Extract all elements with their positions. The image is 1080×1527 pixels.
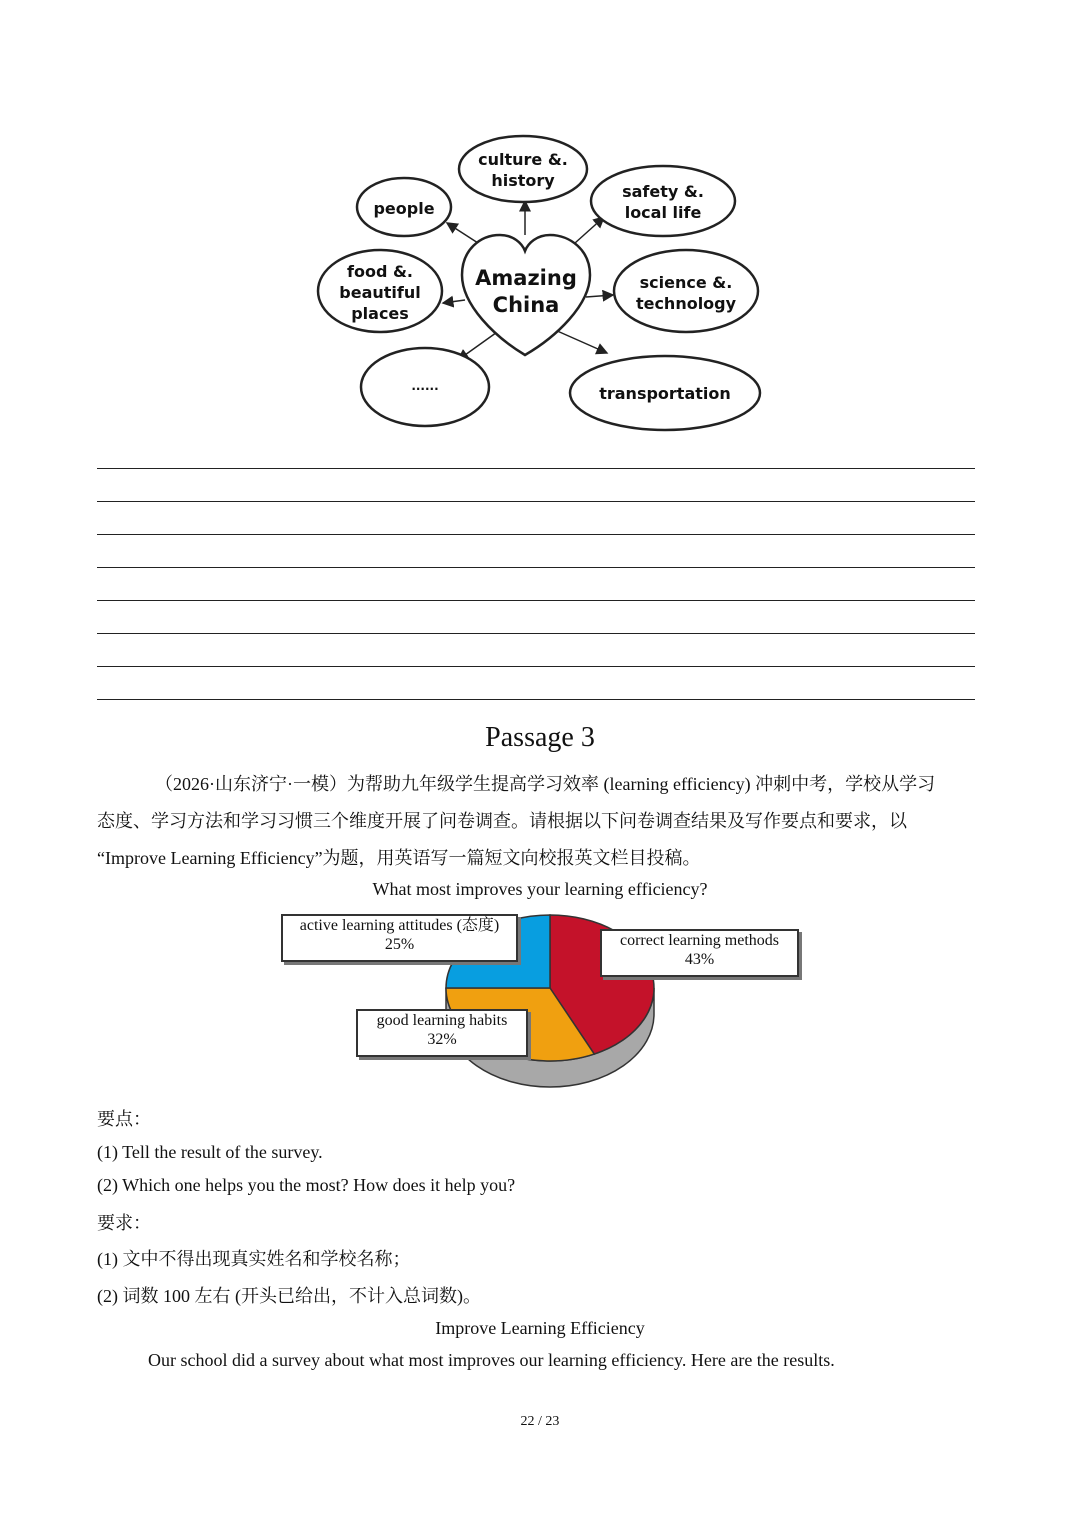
food-label-line1: food &. — [347, 262, 413, 281]
requirement-item: (2) 词数 100 左右 (开头已给出，不计入总词数)。 — [97, 1286, 481, 1306]
slice-label-habits-percent: 32% — [427, 1031, 457, 1048]
transportation-label: transportation — [599, 384, 731, 403]
slice-label-attitudes-name: active learning attitudes (态度) — [299, 917, 500, 934]
essay-title: Improve Learning Efficiency — [435, 1318, 645, 1338]
requirement-item: (1) 文中不得出现真实姓名和学校名称； — [97, 1249, 411, 1269]
writing-line — [97, 666, 975, 667]
writing-line — [97, 699, 975, 700]
chart-title: What most improves your learning efficiency? — [372, 879, 708, 899]
passage-title: Passage 3 — [485, 722, 595, 753]
slice-label-habits-name: good learning habits — [376, 1012, 508, 1029]
writing-line — [97, 468, 975, 469]
amazing-china-mind-map — [300, 125, 770, 435]
slice-label-methods — [600, 929, 799, 977]
writing-line — [97, 501, 975, 502]
task-instructions — [97, 766, 987, 877]
slice-label-attitudes — [281, 914, 518, 962]
instruction-line-3: “Improve Learning Efficiency”为题，用英语写一篇短文向校报英文栏目投稿。 — [97, 848, 701, 868]
writing-line — [97, 534, 975, 535]
instruction-line-2: 态度、学习方法和学习习惯三个维度开展了问卷调查。请根据以下问卷调查结果及写作要点和要求，以 — [97, 811, 907, 831]
science-label-line2: technology — [635, 294, 737, 313]
center-label-line2: China — [492, 293, 560, 317]
people-label: people — [373, 199, 435, 218]
food-label-line2: beautiful — [339, 283, 421, 302]
culture-label-line2: history — [491, 171, 555, 190]
slice-label-methods-percent: 43% — [684, 951, 715, 968]
food-label-line3: places — [351, 304, 409, 323]
slice-label-methods-name: correct learning methods — [619, 932, 780, 949]
node-safety-local-life — [591, 166, 735, 236]
point-item: (1) Tell the result of the survey. — [97, 1142, 323, 1162]
safety-label-line2: local life — [624, 203, 702, 222]
center-label-line1: Amazing — [475, 266, 577, 290]
slice-label-attitudes-percent: 25% — [384, 936, 415, 953]
writing-line — [97, 633, 975, 634]
node-culture-history — [459, 136, 587, 202]
slice-label-habits — [356, 1009, 528, 1057]
points-heading: 要点： — [97, 1109, 151, 1129]
writing-line — [97, 567, 975, 568]
instruction-line-1: （2026·山东济宁·一模）为帮助九年级学生提高学习效率 (learning efficiency) 冲刺中考，学校从学习 — [155, 774, 936, 794]
essay-opening-sentence: Our school did a survey about what most improves our learning efficiency. Here are the results. — [148, 1350, 835, 1370]
science-label-line1: science &. — [639, 273, 733, 292]
safety-label-line1: safety &. — [622, 182, 704, 201]
more-label: ...... — [411, 379, 439, 393]
page-number: 22 / 23 — [520, 1414, 560, 1429]
culture-label-line1: culture &. — [478, 150, 568, 169]
point-item: (2) Which one helps you the most? How does it help you? — [97, 1175, 516, 1195]
writing-line — [97, 600, 975, 601]
requirements-heading: 要求： — [97, 1213, 151, 1233]
